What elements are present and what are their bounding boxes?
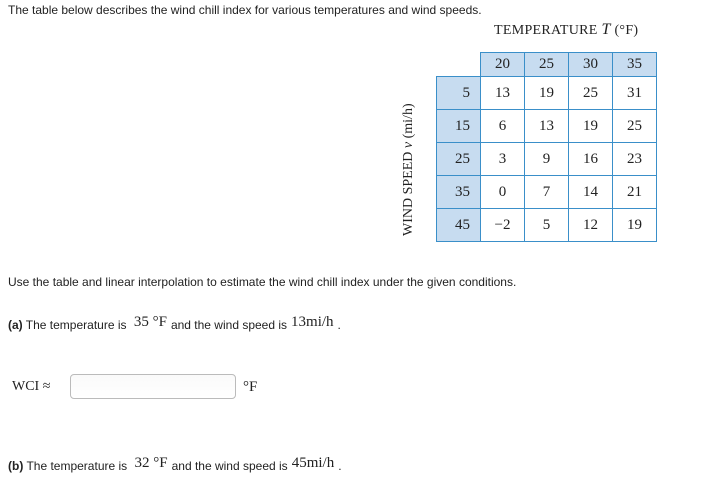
wind-chill-table xyxy=(436,52,657,242)
wci-answer-input[interactable] xyxy=(70,374,236,399)
wind-chill-cell: 16 xyxy=(569,143,613,176)
wind-chill-cell: 6 xyxy=(481,110,525,143)
temperature-header: 35 xyxy=(613,53,657,77)
wind-chill-cell: 25 xyxy=(569,77,613,110)
temperature-label: TEMPERATURE xyxy=(494,23,602,38)
part-a-speed: 13mi/h xyxy=(291,314,334,330)
part-b-text2: and the wind speed is xyxy=(171,459,288,473)
wind-chill-cell: 13 xyxy=(525,110,569,143)
wind-chill-cell: 25 xyxy=(613,110,657,143)
wci-unit: °F xyxy=(243,379,258,395)
wind-chill-cell: 0 xyxy=(481,176,525,209)
wind-speed-header: 45 xyxy=(437,209,481,242)
temperature-header: 20 xyxy=(481,53,525,77)
wind-chill-cell: 23 xyxy=(613,143,657,176)
temperature-header: 30 xyxy=(569,53,613,77)
part-a-text: The temperature is xyxy=(22,318,130,332)
wind-chill-cell: 3 xyxy=(481,143,525,176)
wind-speed-header: 5 xyxy=(437,77,481,110)
table-row xyxy=(437,143,657,176)
table-row xyxy=(437,77,657,110)
part-a-question xyxy=(8,314,341,334)
temperature-unit: (°F) xyxy=(610,23,639,38)
temperature-axis-label xyxy=(494,21,638,39)
wind-speed-header: 35 xyxy=(437,176,481,209)
blank-cell xyxy=(437,53,481,77)
table-row xyxy=(437,110,657,143)
instruction-text: Use the table and linear interpolation to estimate the wind chill index under the given conditions. xyxy=(8,275,517,289)
part-a-period: . xyxy=(337,318,341,332)
wind-chill-cell: 12 xyxy=(569,209,613,242)
wind-chill-cell: −2 xyxy=(481,209,525,242)
part-b-temperature: 32 °F xyxy=(134,455,168,471)
part-a-label: (a) xyxy=(8,318,23,332)
part-b-text: The temperature is xyxy=(23,459,131,473)
wind-label: WIND SPEED xyxy=(401,148,416,236)
wind-chill-cell: 19 xyxy=(525,77,569,110)
part-b-speed: 45mi/h xyxy=(291,455,335,471)
part-b-period: . xyxy=(338,459,342,473)
wind-speed-header: 25 xyxy=(437,143,481,176)
part-b-label: (b) xyxy=(8,459,24,473)
part-b-question xyxy=(8,455,342,475)
wind-chill-cell: 21 xyxy=(613,176,657,209)
wind-speed-header: 15 xyxy=(437,110,481,143)
temperature-header: 25 xyxy=(525,53,569,77)
wind-chill-cell: 14 xyxy=(569,176,613,209)
wind-chill-cell: 13 xyxy=(481,77,525,110)
wind-chill-cell: 31 xyxy=(613,77,657,110)
temperature-header-row xyxy=(437,53,657,77)
wind-chill-cell: 5 xyxy=(525,209,569,242)
intro-text: The table below describes the wind chill index for various temperatures and wind speeds. xyxy=(8,3,482,17)
wind-var: v xyxy=(401,141,416,149)
wind-chill-cell: 19 xyxy=(613,209,657,242)
table-row xyxy=(437,209,657,242)
part-a-temperature: 35 °F xyxy=(133,314,167,330)
wci-label: WCI ≈ xyxy=(12,379,51,394)
part-a-text2: and the wind speed is xyxy=(170,318,288,332)
table-row xyxy=(437,176,657,209)
wind-speed-axis-label xyxy=(401,103,417,236)
wind-chill-cell: 7 xyxy=(525,176,569,209)
temperature-var: T xyxy=(601,21,611,38)
wind-unit: (mi/h) xyxy=(401,103,416,142)
wind-chill-cell: 19 xyxy=(569,110,613,143)
wind-chill-cell: 9 xyxy=(525,143,569,176)
